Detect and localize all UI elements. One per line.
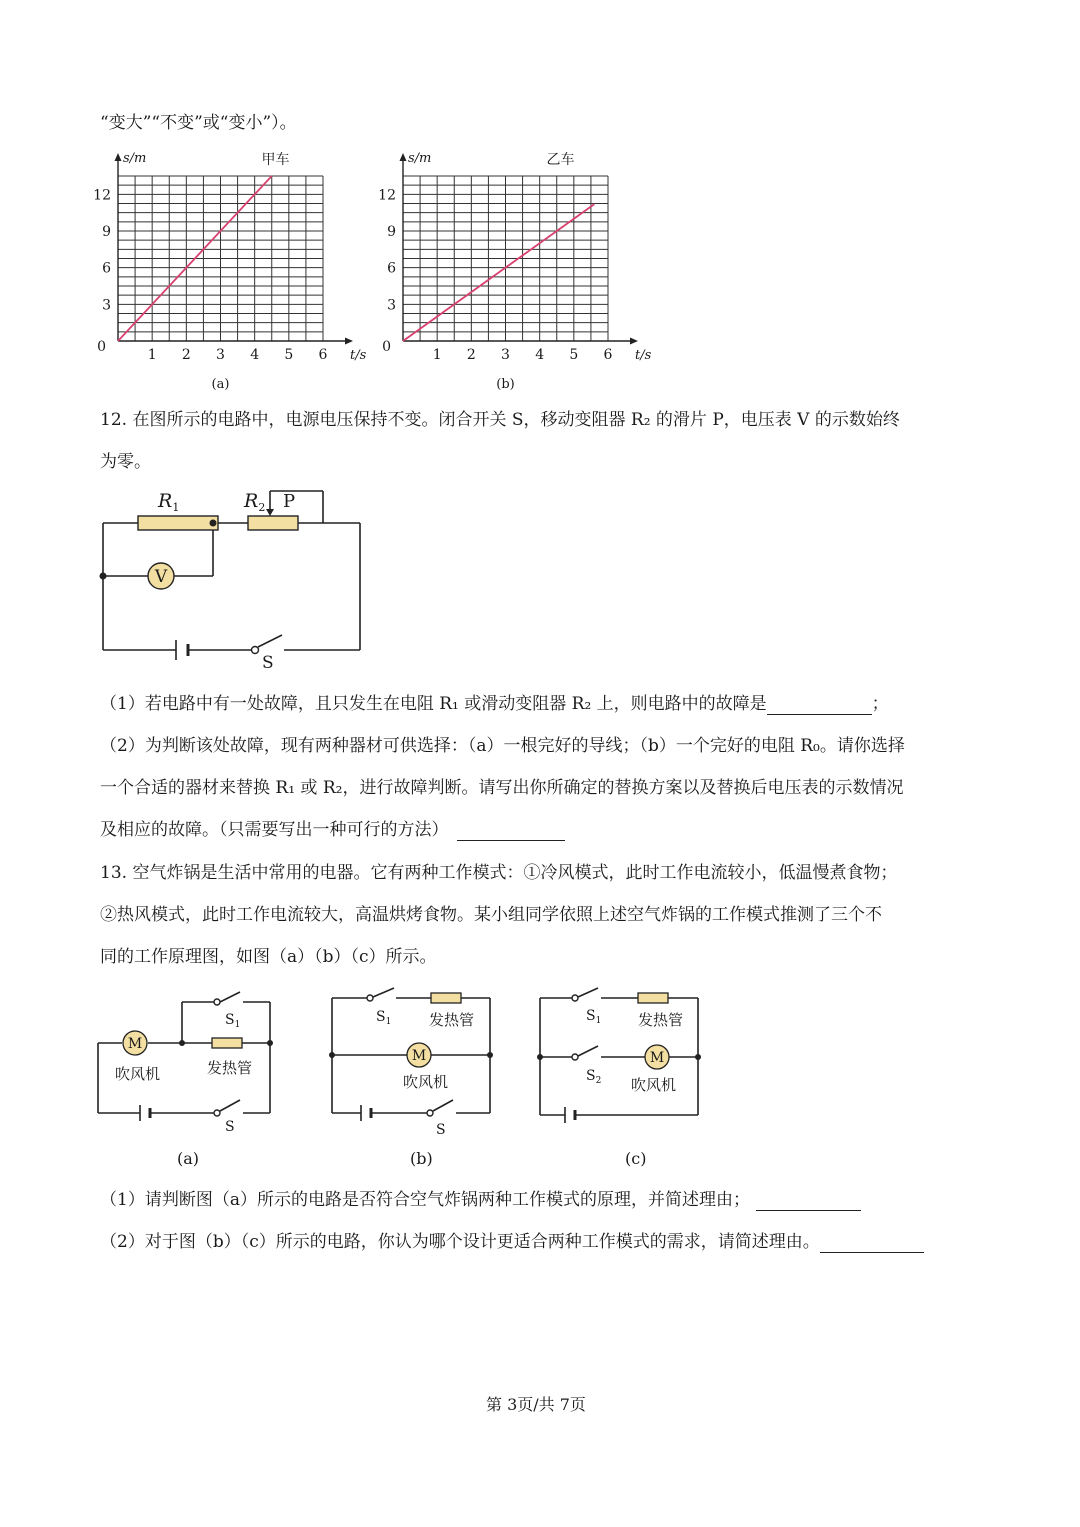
q12-line2: 为零。 [100, 452, 151, 472]
svg-text:S1: $S_1$ [586, 1008, 602, 1026]
motor-label: M [649, 1050, 665, 1066]
y-tick-label: 12 [378, 187, 396, 204]
answer-blank[interactable] [457, 824, 565, 841]
x-axis-label: t/s [350, 348, 367, 363]
question-11-tail: “变大”“不变”或“变小”）。 [100, 113, 297, 133]
x-tick-label: 2 [466, 347, 476, 363]
x-tick-label: 6 [318, 347, 328, 363]
y-tick-label: 12 [93, 187, 111, 204]
fan-label: 吹风机 [115, 1065, 161, 1083]
x-tick-label: 1 [432, 347, 442, 363]
svg-text:S2: $S_2$ [586, 1068, 602, 1086]
fan-label: 吹风机 [403, 1073, 449, 1091]
s2-label: S [586, 1068, 596, 1084]
svg-text:R1: $R_1$ [158, 490, 180, 514]
page-footer: 第 3页/共 7页 [486, 1395, 586, 1414]
x-tick-label: 5 [284, 347, 294, 363]
heater-label: 发热管 [207, 1059, 253, 1077]
q13-line1: 13. 空气炸锅是生活中常用的电器。它有两种工作模式：①冷风模式，此时工作电流较小，低温慢煮食物； [100, 863, 898, 883]
x-axis-arrow [345, 338, 353, 345]
graph-title: 甲车 [261, 152, 290, 168]
q13-line3: 同的工作原理图，如图（a）（b）（c）所示。 [100, 947, 437, 967]
y-axis-arrow [115, 153, 122, 161]
fan-label: 吹风机 [631, 1076, 677, 1094]
caption-b: (b) [410, 1149, 433, 1168]
x-tick-label: 3 [501, 347, 510, 363]
y-tick-label: 3 [102, 297, 111, 314]
answer-blank[interactable] [756, 1194, 861, 1211]
y-tick-label: 9 [102, 224, 111, 240]
slider-label: P [283, 491, 296, 512]
s1-label: S [376, 1009, 386, 1025]
q12-sub2-line3: 及相应的故障。（只需要写出一种可行的方法） [100, 819, 565, 841]
caption-c: (c) [625, 1149, 647, 1168]
q12-sub1: （1）若电路中有一处故障，且只发生在电阻 R₁ 或滑动变阻器 R₂ 上，则电路中的故障是 ； [100, 694, 889, 714]
x-tick-label: 1 [147, 347, 157, 363]
r1-label: R [158, 490, 173, 512]
x-tick-label: 6 [603, 347, 613, 363]
svg-text:S1: $S_1$ [376, 1009, 392, 1027]
y-tick-label: 6 [102, 260, 111, 277]
x-tick-label: 4 [250, 347, 260, 363]
heater-label: 发热管 [429, 1011, 475, 1029]
voltmeter-label: V [154, 567, 168, 587]
y-tick-label: 3 [387, 297, 396, 314]
graph-b [375, 140, 665, 400]
answer-blank[interactable] [767, 698, 872, 715]
s-label: S [225, 1119, 235, 1135]
s1-label: S [225, 1012, 235, 1028]
y-tick-label: 6 [387, 260, 396, 277]
q12-circuit [90, 485, 380, 675]
origin-label: 0 [382, 339, 391, 355]
x-axis-label: t/s [635, 348, 652, 363]
q13-circuit-b [328, 985, 508, 1170]
q13-circuit-a [95, 990, 305, 1170]
q13-sub2: （2）对于图（b）（c）所示的电路，你认为哪个设计更适合两种工作模式的需求，请简述理由。 [100, 1231, 924, 1253]
y-axis-label: s/m [123, 151, 147, 166]
motor-label: M [127, 1036, 143, 1052]
graph-a [90, 140, 380, 400]
graph-title: 乙车 [546, 152, 575, 168]
s1-label: S [586, 1008, 596, 1024]
q13-circuit-c [535, 985, 715, 1170]
q12-sub2-line2: 一个合适的器材来替换 R₁ 或 R₂，进行故障判断。请写出你所确定的替换方案以及替换后电压表的示数情况 [100, 778, 904, 798]
caption-a: (a) [177, 1149, 200, 1168]
q13-sub1: （1）请判断图（a）所示的电路是否符合空气炸锅两种工作模式的原理，并简述理由； [100, 1189, 861, 1211]
q12-line1: 12. 在图所示的电路中，电源电压保持不变。闭合开关 S，移动变阻器 R₂ 的滑片 P，电压表 V 的示数始终 [100, 410, 900, 430]
graph-caption: (a) [211, 377, 230, 392]
switch-label: S [262, 653, 274, 673]
motor-label: M [411, 1048, 427, 1064]
answer-blank[interactable] [820, 1236, 924, 1253]
s-label: S [436, 1122, 446, 1138]
r2-label: R [244, 490, 259, 512]
series-line [403, 204, 594, 341]
heater-label: 发热管 [638, 1011, 684, 1029]
q12-sub2-line1: （2）为判断该处故障，现有两种器材可供选择：（a）一根完好的导线；（b）一个完好的电阻 R₀。请你选择 [100, 736, 905, 756]
svg-text:S1: $S_1$ [225, 1012, 241, 1030]
y-axis-label: s/m [408, 151, 432, 166]
x-tick-label: 2 [181, 347, 191, 363]
x-tick-label: 4 [535, 347, 545, 363]
x-tick-label: 3 [216, 347, 225, 363]
x-axis-arrow [630, 338, 638, 345]
svg-text:R2: $R_2$ [244, 490, 266, 514]
x-tick-label: 5 [569, 347, 579, 363]
y-tick-label: 9 [387, 224, 396, 240]
y-axis-arrow [400, 153, 407, 161]
q13-line2: ②热风模式，此时工作电流较大，高温烘烤食物。某小组同学依照上述空气炸锅的工作模式推测了三个不 [100, 905, 882, 925]
origin-label: 0 [97, 339, 106, 355]
graph-caption: (b) [496, 377, 515, 392]
